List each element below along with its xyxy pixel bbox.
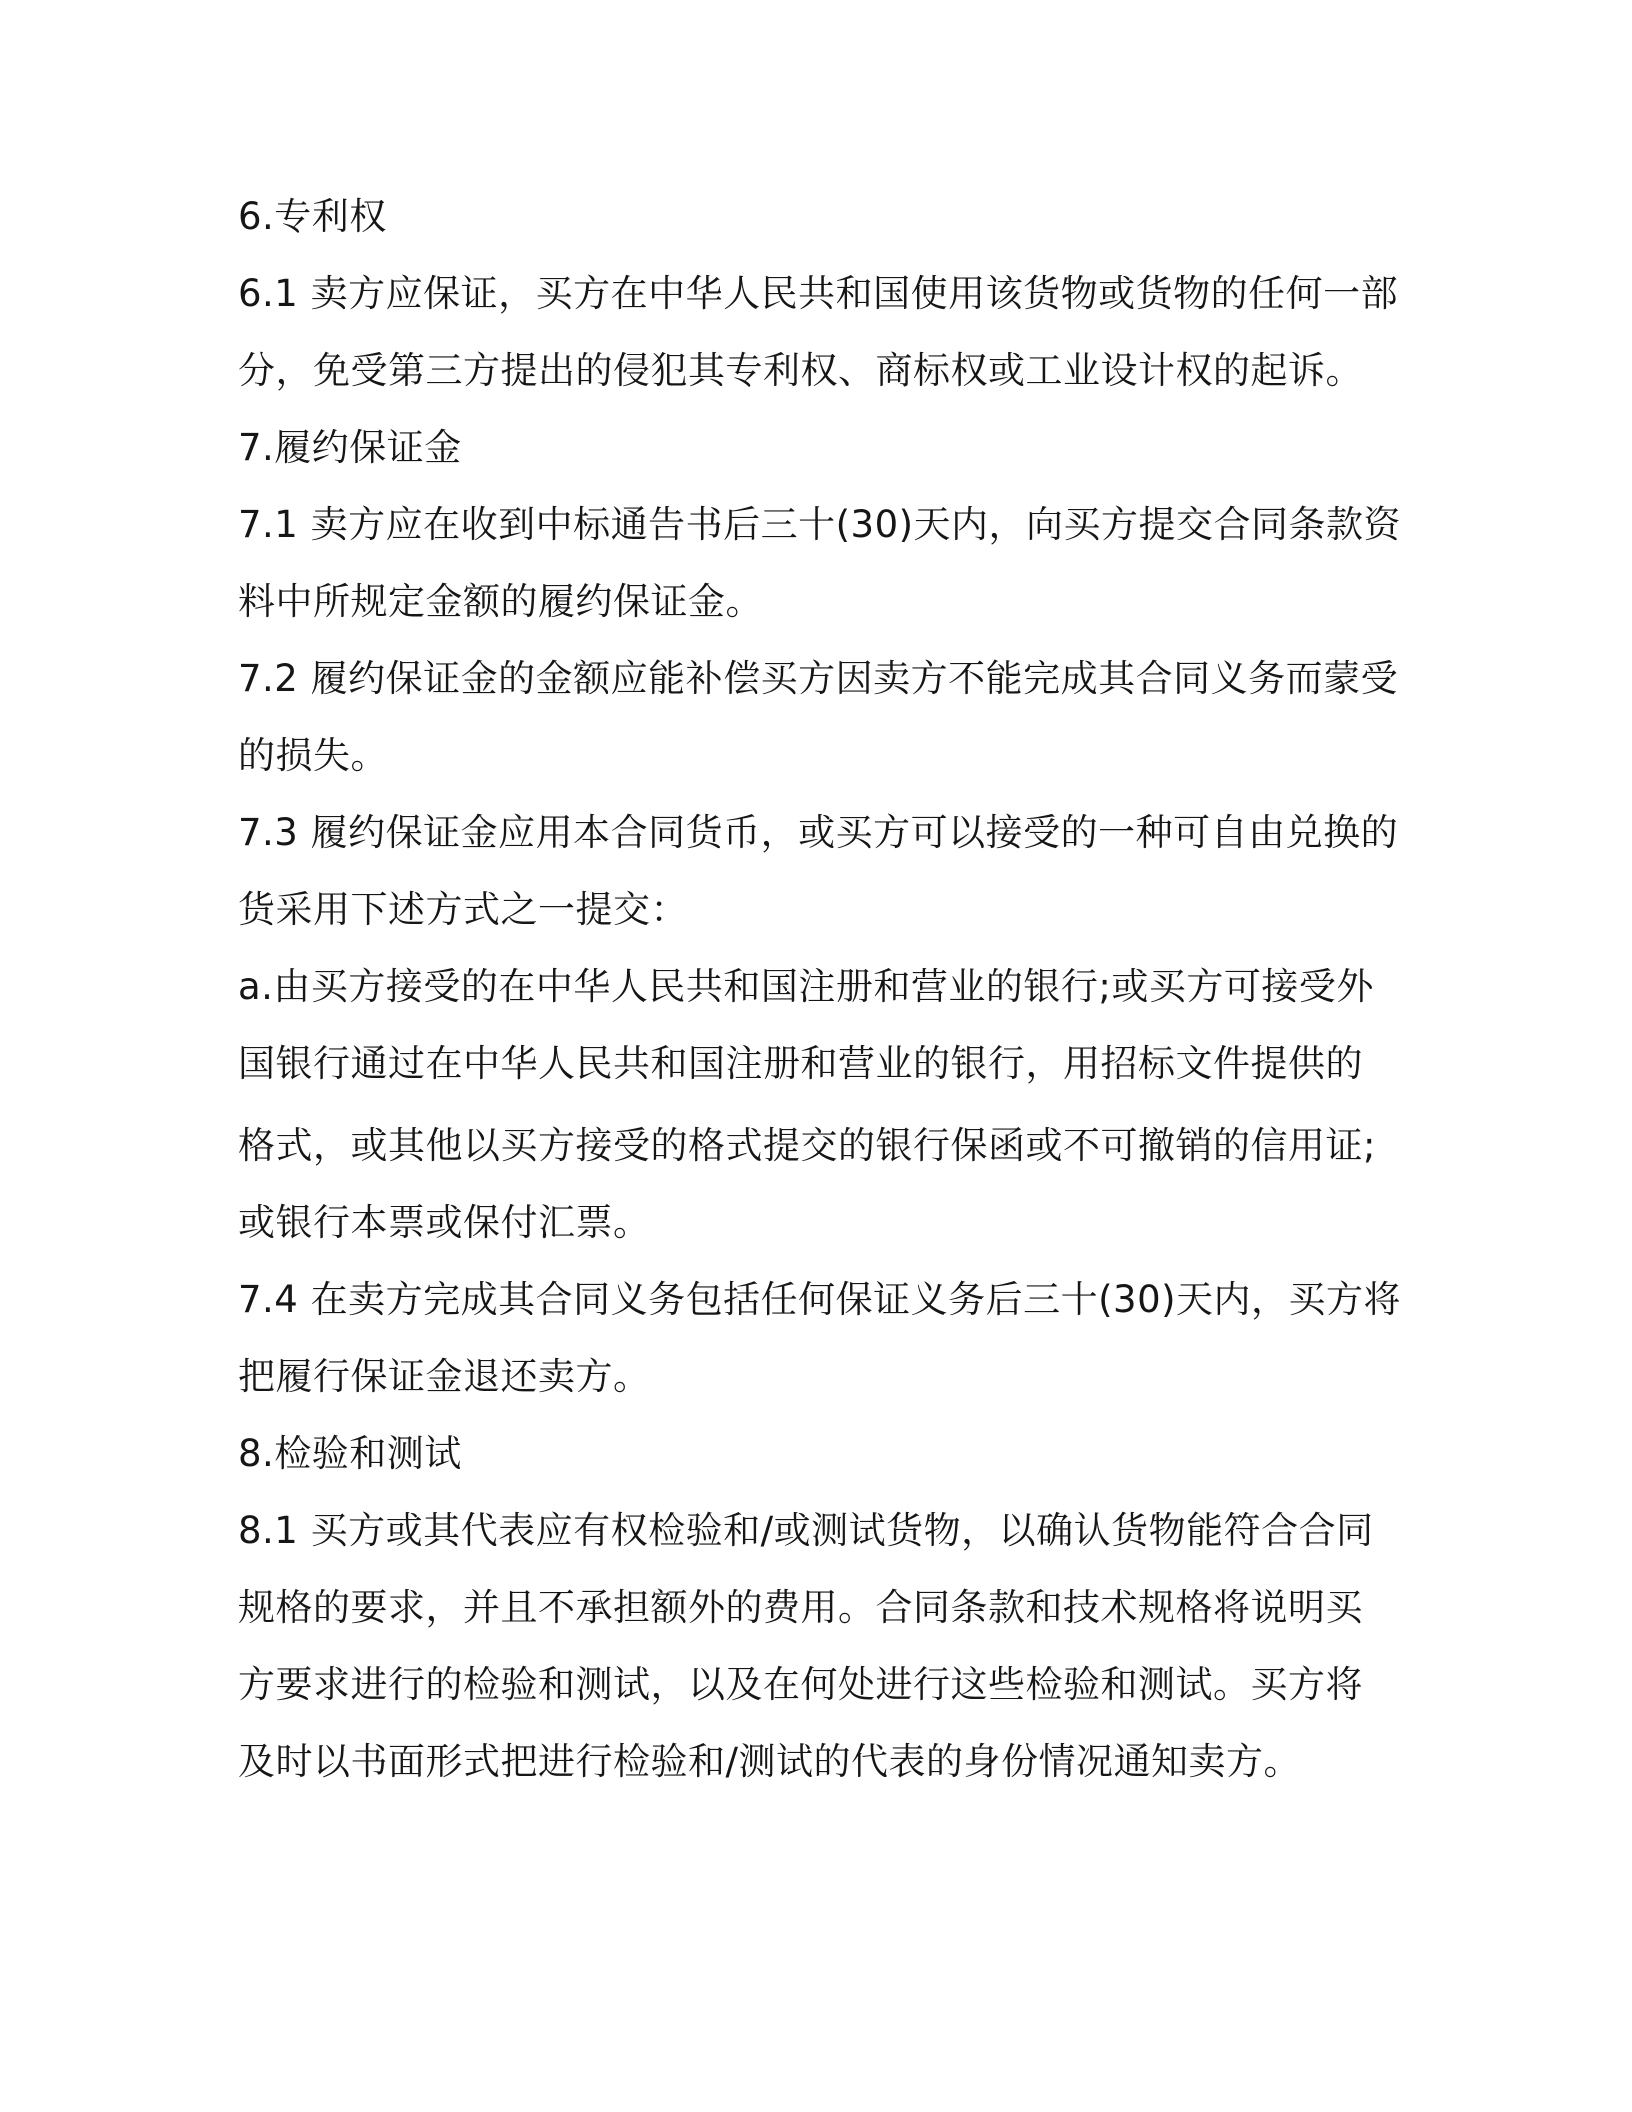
clause-7-1-line-2: 料中所规定金额的履约保证金。 <box>238 580 763 623</box>
clause-7-4-line-2: 把履行保证金退还卖方。 <box>238 1355 651 1398</box>
section-heading-performance-bond: 7.履约保证金 <box>238 426 462 469</box>
clause-8-1-line-2: 规格的要求，并且不承担额外的费用。合同条款和技术规格将说明买 <box>238 1586 1363 1629</box>
clause-8-1-line-4: 及时以书面形式把进行检验和/测试的代表的身份情况通知卖方。 <box>238 1740 1301 1783</box>
clause-6-1-line-1: 6.1 卖方应保证，买方在中华人民共和国使用该货物或货物的任何一部 <box>238 272 1399 315</box>
clause-6-1-line-2: 分，免受第三方提出的侵犯其专利权、商标权或工业设计权的起诉。 <box>238 349 1363 392</box>
clause-7-4-line-1: 7.4 在卖方完成其合同义务包括任何保证义务后三十(30)天内，买方将 <box>238 1278 1402 1321</box>
section-heading-inspection: 8.检验和测试 <box>238 1432 462 1475</box>
clause-7-3-line-2: 货采用下述方式之一提交： <box>238 888 688 931</box>
clause-7-1-line-1: 7.1 卖方应在收到中标通告书后三十(30)天内，向买方提交合同条款资 <box>238 503 1402 546</box>
clause-8-1-line-1: 8.1 买方或其代表应有权检验和/或测试货物，以确认货物能符合合同 <box>238 1509 1374 1552</box>
clause-7-3-line-1: 7.3 履约保证金应用本合同货币，或买方可以接受的一种可自由兑换的 <box>238 811 1399 854</box>
clause-7-3-a-line-2: 国银行通过在中华人民共和国注册和营业的银行，用招标文件提供的 <box>238 1042 1363 1085</box>
clause-8-1-line-3: 方要求进行的检验和测试，以及在何处进行这些检验和测试。买方将 <box>238 1663 1363 1706</box>
clause-7-3-a-line-4: 或银行本票或保付汇票。 <box>238 1201 651 1244</box>
clause-7-3-a-line-1: a.由买方接受的在中华人民共和国注册和营业的银行;或买方可接受外 <box>238 965 1374 1008</box>
clause-7-2-line-1: 7.2 履约保证金的金额应能补偿买方因卖方不能完成其合同义务而蒙受 <box>238 657 1399 700</box>
clause-7-2-line-2: 的损失。 <box>238 734 388 777</box>
clause-7-3-a-line-3: 格式，或其他以买方接受的格式提交的银行保函或不可撤销的信用证; <box>238 1124 1376 1167</box>
section-heading-patent: 6.专利权 <box>238 195 387 238</box>
document-body <box>238 182 1408 1804</box>
